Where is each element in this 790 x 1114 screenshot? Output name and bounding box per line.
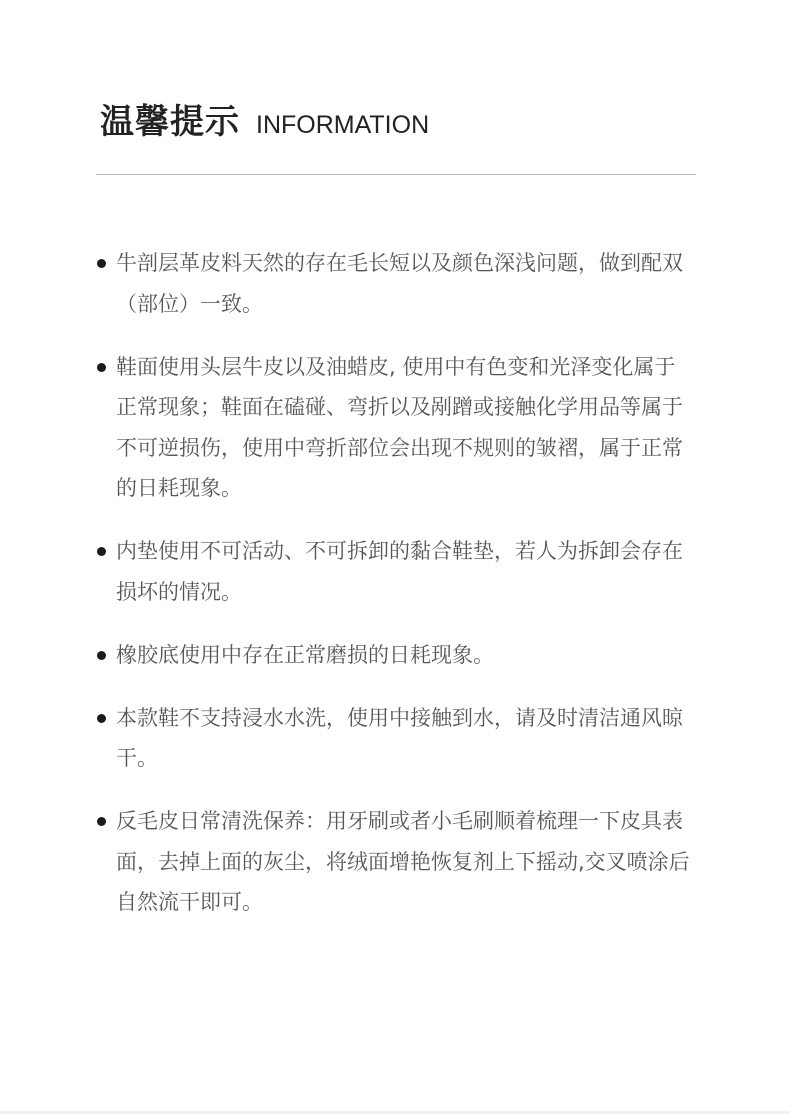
bullet-dot-icon bbox=[97, 714, 106, 723]
notice-text: 牛剖层革皮料天然的存在毛长短以及颜色深浅问题，做到配双（部位）一致。 bbox=[116, 251, 683, 316]
notice-text: 内垫使用不可活动、不可拆卸的黏合鞋垫，若人为拆卸会存在损坏的情况。 bbox=[116, 539, 683, 604]
notice-item-insole bbox=[96, 531, 696, 612]
notice-text: 本款鞋不支持浸水水洗，使用中接触到水，请及时清洁通风晾干。 bbox=[116, 705, 683, 770]
notice-text: 反毛皮日常清洗保养：用牙刷或者小毛刷顺着梳理一下皮具表面，去掉上面的灰尘，将绒面增艳恢复剂上下摇动,交叉喷涂后自然流干即可。 bbox=[116, 809, 690, 914]
notice-text: 橡胶底使用中存在正常磨损的日耗现象。 bbox=[116, 642, 494, 667]
notice-item-washing bbox=[96, 698, 696, 779]
bullet-dot-icon bbox=[97, 363, 106, 372]
notice-text: 鞋面使用头层牛皮以及油蜡皮, 使用中有色变和光泽变化属于正常现象；鞋面在磕碰、弯折以及剐蹭或接触化学用品等属于不可逆损伤，使用中弯折部位会出现不规则的皱褶，属于正常的日耗现象。 bbox=[116, 354, 683, 500]
title-chinese: 温馨提示 bbox=[100, 102, 240, 142]
notice-item-upper bbox=[96, 347, 696, 509]
bullet-dot-icon bbox=[97, 259, 106, 268]
bullet-dot-icon bbox=[97, 651, 106, 660]
info-header bbox=[100, 100, 429, 144]
notice-list bbox=[96, 243, 696, 945]
notice-item-outsole bbox=[96, 635, 696, 676]
bullet-dot-icon bbox=[97, 547, 106, 556]
notice-item-suede-care bbox=[96, 801, 696, 923]
bullet-dot-icon bbox=[97, 817, 106, 826]
title-english: INFORMATION bbox=[256, 111, 430, 139]
header-divider bbox=[96, 174, 696, 175]
notice-item-material bbox=[96, 243, 696, 324]
